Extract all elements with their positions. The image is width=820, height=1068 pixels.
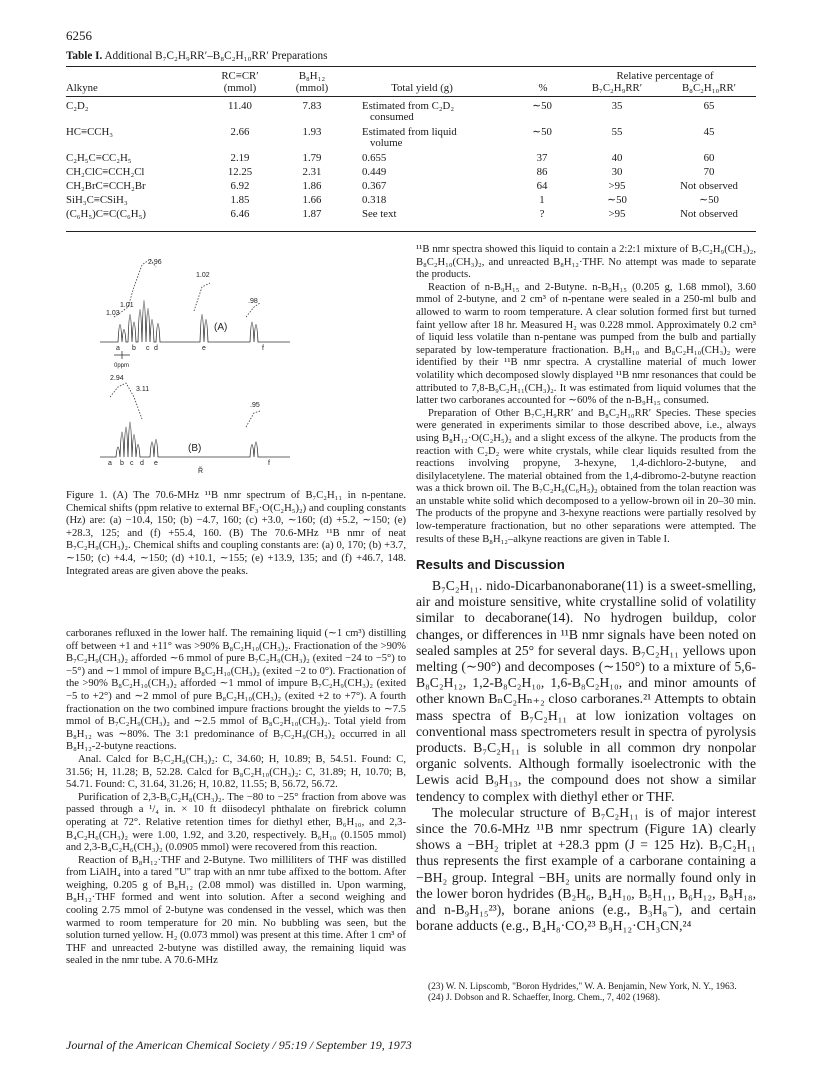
figure-caption: Figure 1. (A) The 70.6-MHz ¹¹B nmr spectrum of B₇C₂H₁₁ in n-pentane. Chemical shifts (ppm relative to external BF₃·O(C₂H₅)₂) and coupling constants (Hz) are: (a) −10.4, 150; (b) −4.7, 160; (c) +3.0, ∼160; (d) +5.2, ∼150; (e) +28.3, 125; and (f) +55.4, 160. (B) The 70.6-MHz ¹¹B nmr of neat B₇C₂H₉(CH₃)₂. Chemical shifts and coupling constants are: (a) 0, 170; (b) +3.7, ∼150; (c) +4.4, ∼150; (d) +10.1, ∼155; (e) +13.9, 135; and (f) +46.7, 148. Integrated areas are given above the peaks. (66, 490, 406, 577)
peak-a-102: 1.02 (196, 272, 210, 279)
table-cell-b8h12: 2.31 (302, 166, 322, 178)
table-top-rule (66, 66, 756, 67)
left-column (66, 628, 406, 968)
table-caption (66, 50, 327, 62)
table-cell-b8: 70 (703, 166, 715, 178)
table-cell-rccr: 1.85 (230, 194, 250, 206)
nmr-spectrum-figure (90, 247, 330, 485)
table-cell-alkyne: (C₆H₅)C≡C(C₆H₅) (66, 208, 146, 220)
table-header-rule (66, 96, 756, 97)
table-cell-yield: Estimated from C₂D₂ (362, 100, 455, 112)
table-cell-alkyne: CH₂BrC≡CCH₂Br (66, 180, 146, 192)
table-cell-pct: ∼50 (532, 100, 552, 112)
table-cell-b8: 45 (703, 126, 715, 138)
table-label: Table I. (66, 50, 103, 62)
right-para-1: ¹¹B nmr spectra showed this liquid to contain a 2:2:1 mixture of B₇C₂H₉(CH₃)₂, B₈C₂H₁₀(CH₃)₂, and unreacted B₈H₁₂·THF. No attempt was made to separate the products. (416, 244, 756, 281)
integral-b2 (246, 411, 260, 427)
page-number: 6256 (66, 28, 92, 43)
label-b-e: e (154, 460, 158, 467)
left-para-3: Purification of 2,3-B₆C₂H₈(CH₃)₂. The −80 to −25° fraction from above was passed through a ¹/₄ in. × 10 ft diisodecyl phthalate on firebrick column operating at 72°. Relative retention times for diethyl ether, B₆H₁₀, and 2,3-B₄C₂H₆(CH₃)₂ were 1.00, 1.92, and 3.20, respectively. B₆H₁₀ (0.1505 mmol) and 2,3-B₄C₂H₆(CH₃)₂ (0.0905 mmol) were recovered from this reaction. (66, 791, 406, 854)
table-cell-b8: 60 (703, 152, 715, 164)
table-cell-pct: 37 (536, 152, 548, 164)
table-cell-b8h12: 7.83 (302, 100, 322, 112)
spectrum-b-tag: (B) (188, 443, 202, 454)
table-cell-alkyne: C₂D₂ (66, 100, 89, 112)
label-a-a: a (116, 345, 120, 352)
table-cell-yield-cont: volume (370, 137, 403, 149)
table-cell-yield: 0.367 (362, 180, 387, 192)
label-a-e: e (202, 345, 206, 352)
results-body (416, 578, 756, 934)
table-cell-pct: 64 (536, 180, 548, 192)
header-rccr: RC≡CR′ (221, 70, 259, 82)
journal-footer: Journal of the American Chemical Society / 95:19 / September 19, 1973 (66, 1038, 412, 1052)
table-cell-b8h12: 1.87 (302, 208, 322, 220)
table-cell-rccr: 11.40 (228, 100, 252, 112)
peak-b-311: 3.11 (136, 386, 150, 393)
table-cell-alkyne: SiH₃C≡CSiH₃ (66, 194, 128, 206)
table-cell-b8h12: 1.66 (302, 194, 322, 206)
peak-b-95: .95 (250, 402, 260, 409)
table-cell-alkyne: HC≡CCH₃ (66, 126, 114, 138)
reference-24: (24) J. Dobson and R. Schaeffer, Inorg. Chem., 7, 402 (1968). (428, 993, 661, 1004)
table-cell-alkyne: CH₂ClC≡CCH₂Cl (66, 166, 145, 178)
results-para-1: B₇C₂H₁₁. nido-Dicarbanonaborane(11) is a sweet-smelling, air and moisture sensitive, white crystalline solid of volatility similar to decaborane(14). No hydrogen buildup, color changes, or differences in ¹¹B nmr signals have been noted on sealed samples at 25° for several days. B₇C₂H₁₁ yellows upon melting (∼90°) and decomposes (∼150°) to a mixture of 5,6-B₈C₂H₁₂, 1,2-B₈C₂H₁₀, 1,6-B₈C₂H₁₀, and minor amounts of other known BₙC₂Hₙ₊₂ closo carboranes.²¹ Attempts to obtain mass spectra of B₇C₂H₁₁ at low ionization voltages on conventional mass spectrometers result in spectra of pyrolysis products. B₇C₂H₁₁ is soluble in all common dry nonpolar organic solvents. Although formally isoelectronic with the Lewis acid B₉H₁₃, the compound does not show a similar tendency to complex with diethyl ether or THF. (416, 578, 756, 804)
peak-a-98: .98 (248, 298, 258, 305)
table-cell-b8: Not observed (680, 208, 738, 220)
integral-a3 (246, 303, 260, 317)
integral-a2 (194, 283, 210, 311)
table-cell-b7: 40 (611, 152, 623, 164)
table-cell-b7: 30 (611, 166, 623, 178)
table-cell-pct: 1 (539, 194, 545, 206)
header-alkyne: Alkyne (66, 82, 98, 94)
table-cell-rccr: 6.92 (230, 180, 250, 192)
label-b-d: d (140, 460, 144, 467)
zero-ppm-label: 0ppm (114, 363, 130, 369)
table-cell-yield: 0.655 (362, 152, 387, 164)
table-cell-b7: 35 (611, 100, 623, 112)
peak-a-101: 1.01 (120, 302, 134, 309)
left-para-1: carboranes refluxed in the lower half. The remaining liquid (∼1 cm³) distilling off between +1 and +11° was >90% B₈C₂H₁₀(CH₃)₂. Fractionation of the >90% B₇C₂H₉(CH₃)₂ afforded ∼6 mmol of pure B₇C₂H₉(CH₃)₂ (exited −24 to −5°) to −5°) and ∼1 mmol of impure B₈C₂H₁₀(CH₃)₂ (exited −2 to 0°). Fractionation of the >90% B₈C₂H₁₀(CH₃)₂ afforded ∼1 mmol of impure B₇C₂H₉(CH₃)₂ (exited −5 to +2°) and ∼2 mmol of pure B₈C₂H₁₀(CH₃)₂ (exited +2 to +7°). A fourth fractionation on the two combined impure fractions brought the yields to ∼7.5 mmol of B₇C₂H₉(CH₃)₂ and ∼2.5 mmol of B₈C₂H₁₀(CH₃)₂. Total yield from B₈H₁₂ was ∼80%. The 3:1 predominance of B₇C₂H₉(CH₃)₂ occurred in all B₈H₁₂-2-butyne reactions. (66, 628, 406, 753)
table-cell-rccr: 2.66 (230, 126, 250, 138)
peak-b-294: 2.94 (110, 375, 124, 382)
right-column (416, 244, 756, 546)
table-cell-rccr: 12.25 (227, 166, 253, 178)
results-para-2: The molecular structure of B₇C₂H₁₁ is of major interest since the 70.6-MHz ¹¹B nmr spectrum (Figure 1A) clearly shows a −BH₂ triplet at +28.3 ppm (J = 125 Hz). B₇C₂H₁₁ thus represents the first example of a carborane containing a −BH₂ group. Integral −BH₂ units are normally found only in the lower boron hydrides (B₂H₆, B₄H₁₀, B₅H₁₁, B₆H₁₂, B₈H₁₈, and n-B₉H₁₅²³), borane anions (e.g., B₃H₈⁻), and certain borane adducts (e.g., B₄H₈·CO,²³ B₉H₁₂·CH₃CN,²⁴ (416, 804, 756, 934)
table-bottom-rule (66, 231, 756, 232)
table-title: Additional B₇C₂H₉RR′–B₈C₂H₁₀RR′ Preparations (104, 50, 328, 62)
table-cell-rccr: 6.46 (230, 208, 250, 220)
right-para-3: Preparation of Other B₇C₂H₉RR′ and B₈C₂H₁₀RR′ Species. These species were generated in experiments similar to those described above, i.e., always using B₈H₁₂·O(C₂H₅)₂ and a slight excess of the alkyne. The products from the reaction with C₂D₂ were white crystals, while clear liquids resulted from the reactions involving propyne, 3-hexyne, 1,4-dichloro-2-butyne, and disilylacetylene. The material obtained from the 1,4-dibromo-2-butyne reaction was a thick brown oil. The B₇C₂H₉(C₆H₅)₂ obtained from the tolan reaction was an unstable white solid which decomposed to a yellow-brown oil in 20–30 min. The products of the propyne and 3-hexyne reactions were partially resolved by low-temperature fractionation, but no other separations were attempted. The results of these B₈H₁₂–alkyne reactions are given in Table I. (416, 407, 756, 545)
header-b7: B₇C₂H₉RR′ (591, 82, 643, 94)
spectrum-a-tag: (A) (214, 322, 228, 333)
reference-23: (23) W. N. Lipscomb, "Boron Hydrides," W. A. Benjamin, New York, N. Y., 1963. (428, 982, 737, 992)
label-b-f: f (268, 460, 270, 467)
label-b-a: a (108, 460, 112, 467)
header-b8: B₈C₂H₁₀RR′ (681, 82, 737, 94)
header-rccr-unit: (mmol) (223, 82, 257, 94)
label-a-d: d (154, 345, 158, 352)
left-para-4: Reaction of B₈H₁₂·THF and 2-Butyne. Two milliliters of THF was distilled from LiAlH₄ into a tared "U" trap with an nmr tube affixed to the bottom. After weighing, 0.205 g of B₈H₁₂ (2.08 mmol) was distilled in. Upon warming, B₈H₁₂·THF formed and went into solution. After a second weighing and cooling 2.75 mmol of 2-butyne was condensed in the vessel, which was then warmed to room temperature for 20 min. No bubbling was seen, but the solution turned yellow. H₂ (0.073 mmol) was present at this time. After 1 cm³ of THF and unreacted 2-butyne was distilled away, the remaining liquid was sealed in the nmr tube. A 70.6-MHz (66, 854, 406, 967)
header-b8h12-unit: (mmol) (295, 82, 329, 94)
table-cell-b8h12: 1.79 (302, 152, 322, 164)
table-cell-rccr: 2.19 (230, 152, 250, 164)
table-cell-pct: ? (539, 208, 545, 220)
table-cell-yield: See text (362, 208, 397, 220)
table-cell-alkyne: C₂H₅C≡CC₂H₅ (66, 152, 132, 164)
table-cell-b7: >95 (608, 180, 626, 192)
table-cell-b7: >95 (608, 208, 626, 220)
header-b8h12: B₈H₁₂ (298, 70, 326, 82)
peak-a-296: 2.96 (148, 259, 162, 266)
label-b-ref: R̃ (198, 468, 204, 475)
table-cell-b8: ∼50 (699, 194, 719, 206)
label-b-b: b (120, 460, 124, 467)
table-cell-b7: 55 (611, 126, 623, 138)
label-b-c: c (130, 460, 134, 467)
table-cell-yield: Estimated from liquid (362, 126, 457, 138)
table-cell-pct: 86 (536, 166, 548, 178)
header-relative: Relative percentage of (616, 70, 714, 82)
left-para-2: Anal. Calcd for B₇C₂H₉(CH₃)₂: C, 34.60; H, 10.89; B, 54.51. Found: C, 31.56; H, 11.28; B, 52.28. Calcd for B₈C₂H₁₀(CH₃)₂: C, 31.89; H, 10.70; B, 54.71. Found: C, 31.64, 31.26; H, 10.82, 11.55; B, 56.72, 56.72. (66, 753, 406, 791)
header-pct: % (538, 82, 548, 94)
table-cell-b8: Not observed (680, 180, 738, 192)
table-cell-b8h12: 1.93 (302, 126, 322, 138)
label-a-b: b (132, 345, 136, 352)
references (416, 982, 756, 1005)
header-yield: Total yield (g) (391, 82, 453, 94)
table-cell-b7: ∼50 (607, 194, 627, 206)
results-heading: Results and Discussion (416, 557, 565, 572)
label-a-f: f (262, 345, 264, 352)
peak-a-103: 1.03 (106, 310, 120, 317)
table-cell-yield: 0.318 (362, 194, 387, 206)
table-cell-yield: 0.449 (362, 166, 387, 178)
label-a-c: c (146, 345, 150, 352)
table-cell-b8h12: 1.86 (302, 180, 322, 192)
right-para-2: Reaction of n-B₉H₁₅ and 2-Butyne. n-B₉H₁₅ (0.205 g, 1.68 mmol), 3.60 mmol of 2-butyne, and 2 cm³ of n-pentane were sealed in a 250-ml bulb and allowed to warm to room temperature. A clear solution formed first but turned faint yellow after 18 hr. Measured H₂ was 0.228 mmol. Approximately 0.2 cm³ of liquid less volatile than n-pentane was pumped from the bulb and partially separated by low-temperature fractionation. B₆H₁₀ and B₈C₂H₁₀(CH₃)₂ were identified by their ¹¹B nmr spectra. A crystalline material of much lower volatility which decomposed slowly displayed ¹¹B nmr resonances that could be attributed to 7,8-B₉C₂H₁₁(CH₃)₂. It was estimated from liquid volumes that the latter two carboranes accounted for ∼60% of the n-B₉H₁₅ consumed. (416, 281, 756, 407)
table-cell-b8: 65 (703, 100, 715, 112)
table-cell-yield-cont: consumed (370, 111, 414, 123)
table-cell-pct: ∼50 (532, 126, 552, 138)
